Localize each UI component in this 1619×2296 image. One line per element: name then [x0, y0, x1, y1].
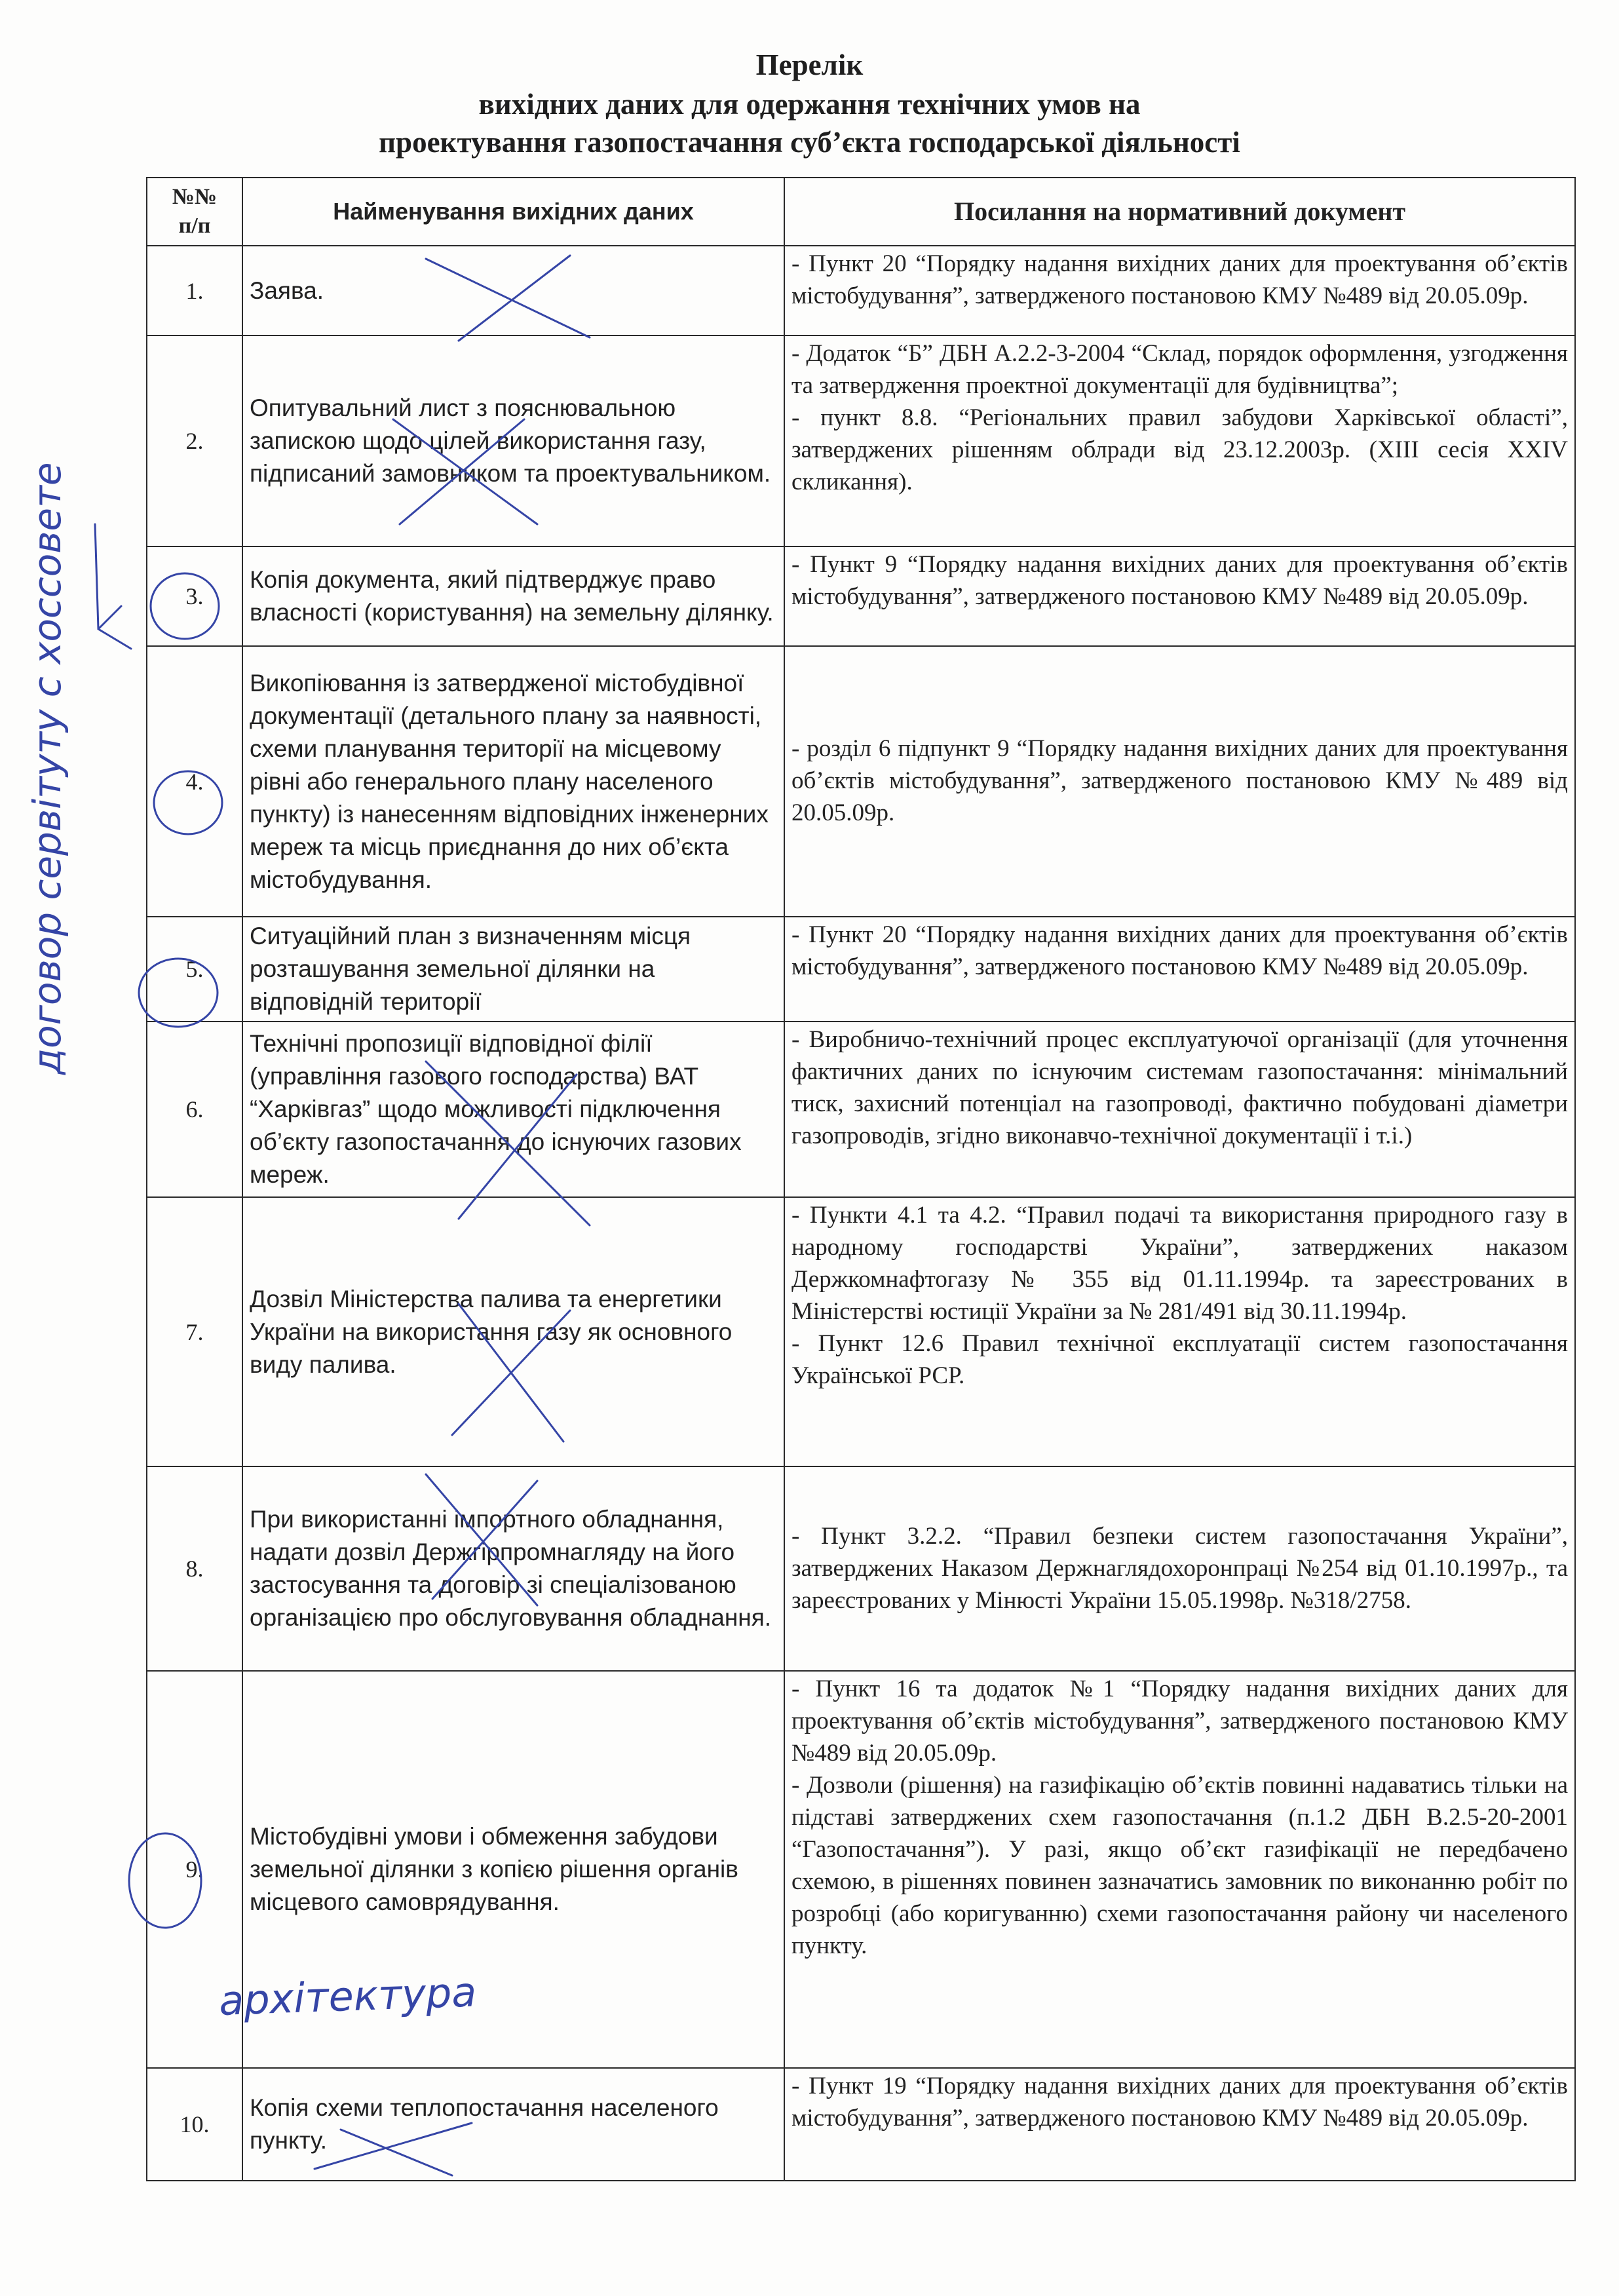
row-reference [784, 1466, 1575, 1671]
reference-item: - Пункт 19 “Порядку надання вихідних даних для проектування об’єктів містобудування”, затвердженого постановою КМУ №489 від 20.05.09р. [791, 2073, 1568, 2132]
row-number: 10. [147, 2068, 242, 2181]
row-number: 1. [147, 246, 242, 335]
row-number: 3. [147, 546, 242, 646]
table-row [147, 1022, 1575, 1197]
table-row [147, 246, 1575, 335]
row9-note: архітектура [218, 1968, 478, 2025]
row-data-name: Копія схеми теплопостачання населеного пункту. [242, 2068, 784, 2181]
row-data-name: Заява. [242, 246, 784, 335]
table-row [147, 546, 1575, 646]
requirements-table [146, 177, 1576, 2181]
table-row [147, 1197, 1575, 1466]
header-number-line2: п/п [178, 214, 211, 238]
table-row [147, 917, 1575, 1022]
row-number: 5. [147, 917, 242, 1022]
reference-item: - Пункт 20 “Порядку надання вихідних даних для проектування об’єктів містобудування”, затвердженого постановою КМУ №489 від 20.05.09р. [791, 250, 1568, 309]
table-row [147, 335, 1575, 546]
reference-item: - Пункт 3.2.2. “Правил безпеки систем газопостачання України”, затверджених Наказом Держнаглядохоронпраці №254 від 01.10.1997р., та зареєстрованих у Мінюсті України 15.05.1998р. №318/2758. [791, 1522, 1568, 1614]
reference-item: - Додаток “Б” ДБН А.2.2-3-2004 “Склад, порядок оформлення, узгодження та затвердження проектної документації для будівництва”; [791, 340, 1568, 399]
margin-note: договор сервітуту с хоссовете [25, 462, 69, 1075]
reference-item: - пункт 8.8. “Регіональних правил забудови Харківської області”, затверджених рішенням облради від 23.12.2003р. (XIII сесія XXIV скликання). [791, 404, 1568, 495]
header-number [147, 178, 242, 246]
row-reference [784, 1197, 1575, 1466]
row-reference [784, 1671, 1575, 2068]
reference-item: - Пункт 12.6 Правил технічної експлуатації систем газопостачання Української РСР. [791, 1330, 1568, 1389]
row-data-name: Викопіювання із затвердженої містобудівної документації (детального плану за наявності, схеми планування території на місцевому рівні або генерального плану населеного пункту) із нанесенням відповідних інженерних мереж та місць приєднання до них об’єкта містобудування. [242, 646, 784, 917]
row-data-name: Ситуаційний план з визначенням місця розташування земельної ділянки на відповідній території [242, 917, 784, 1022]
row-number: 8. [147, 1466, 242, 1671]
header-name: Найменування вихідних даних [242, 178, 784, 246]
reference-item: - Пункт 16 та додаток №1 “Порядку надання вихідних даних для проектування об’єктів містобудування”, затвердженого постановою КМУ №489 від 20.05.09р. [791, 1675, 1568, 1767]
row-reference [784, 246, 1575, 335]
header-reference: Посилання на нормативний документ [784, 178, 1575, 246]
row-number: 9. [147, 1671, 242, 2068]
reference-item: - Пункт 9 “Порядку надання вихідних даних для проектування об’єктів містобудування”, затвердженого постановою КМУ №489 від 20.05.09р. [791, 551, 1568, 610]
row-number: 6. [147, 1022, 242, 1197]
title-line-1: Перелік [755, 48, 864, 81]
row-number: 2. [147, 335, 242, 546]
row-reference [784, 2068, 1575, 2181]
row-reference [784, 335, 1575, 546]
row-reference [784, 546, 1575, 646]
row-data-name: Технічні пропозиції відповідної філії (управління газового господарства) ВАТ “Харківгаз” щодо можливості підключення об’єкту газопостачання до існуючих газових мереж. [242, 1022, 784, 1197]
row-data-name: При використанні імпортного обладнання, надати дозвіл Держгірпромнагляду на його застосування та договір зі спеціалізованою організацією про обслуговування обладнання. [242, 1466, 784, 1671]
table-row [147, 646, 1575, 917]
title-line-2: вихідних даних для одержання технічних умов на [478, 88, 1141, 121]
table-row [147, 1671, 1575, 2068]
reference-item: - Дозволи (рішення) на газифікацію об’єктів повинні надаватись тільки на підставі затверджених схем газопостачання (п.1.2 ДБН В.2.5-20-2001 “Газопостачання”). У разі, якщо об’єкт газифікації не передбачено схемою, в рішеннях повинен зазначатись замовник по виконанню робіт по розробці (або коригуванню) схеми газопостачання району чи населеного пункту. [791, 1772, 1568, 1959]
row-data-name: Копія документа, який підтверджує право власності (користування) на земельну ділянку. [242, 546, 784, 646]
reference-item: - Виробничо-технічний процес експлуатуючої організації (для уточнення фактичних даних по існуючим системам газопостачання: мінімальний тиск, захисний потенціал на газопроводі, фактично побудовані діаметри газопроводів, згідно виконавчо-технічної документації і т.і.) [791, 1026, 1568, 1149]
row-reference [784, 917, 1575, 1022]
table-header-row [147, 178, 1575, 246]
margin-arrow [95, 524, 131, 649]
reference-item: - розділ 6 підпункт 9 “Порядку надання вихідних даних для проектування об’єктів містобудування”, затвердженого постановою КМУ №489 від 20.05.09р. [791, 735, 1568, 826]
row-data-name: Опитувальний лист з пояснювальною запискою щодо цілей використання газу, підписаний замовником та проектувальником. [242, 335, 784, 546]
title-line-3: проектування газопостачання суб’єкта господарської діяльності [379, 126, 1240, 159]
row-data-name: Дозвіл Міністерства палива та енергетики України на використання газу як основного виду палива. [242, 1197, 784, 1466]
row-number: 4. [147, 646, 242, 917]
row-data-name: Містобудівні умови і обмеження забудови земельної ділянки з копією рішення органів місцевого самоврядування. [242, 1671, 784, 2068]
row-reference [784, 1022, 1575, 1197]
reference-item: - Пункти 4.1 та 4.2. “Правил подачі та використання природного газу в народному господарстві України”, затверджених наказом Держкомнафтогазу № 355 від 01.11.1994р. та зареєстрованих в Міністерстві юстиції України за № 281/491 від 30.11.1994р. [791, 1202, 1568, 1325]
table-row [147, 1466, 1575, 1671]
reference-item: - Пункт 20 “Порядку надання вихідних даних для проектування об’єктів містобудування”, затвердженого постановою КМУ №489 від 20.05.09р. [791, 921, 1568, 980]
row-number: 7. [147, 1197, 242, 1466]
row-reference [784, 646, 1575, 917]
table-row [147, 2068, 1575, 2181]
header-number-line1: №№ [172, 185, 218, 209]
